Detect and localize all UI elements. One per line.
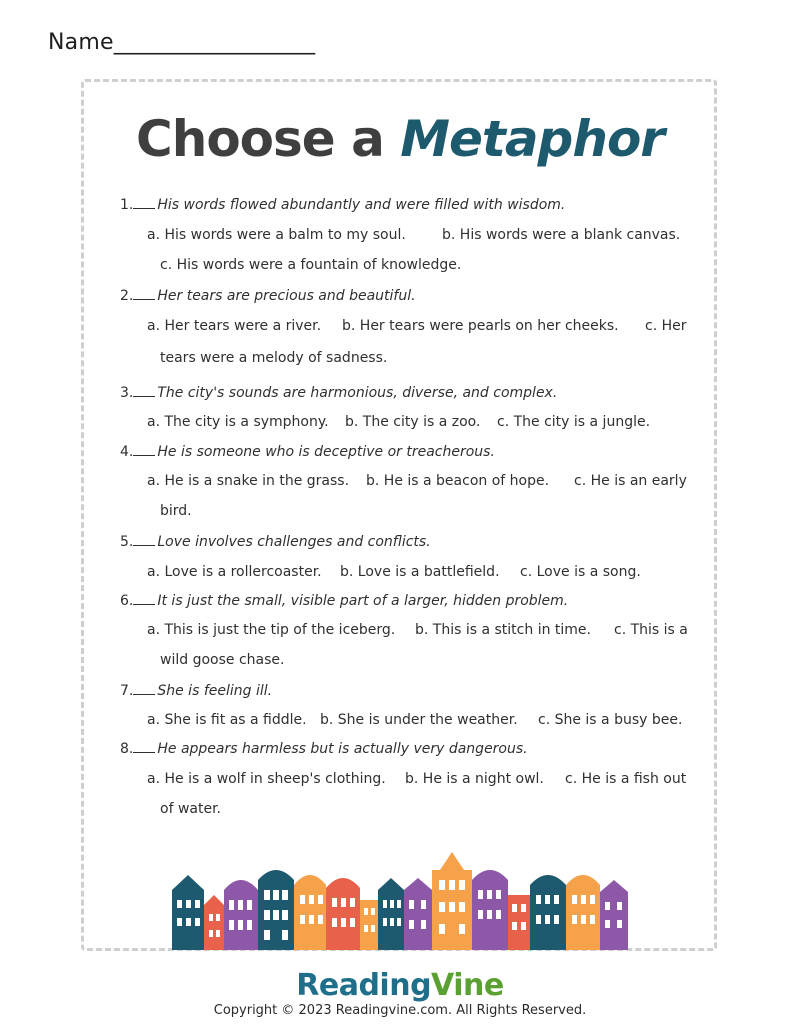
question-number: 8. [120,741,134,757]
building-4 [258,870,294,950]
option-b: b. Her tears were pearls on her cheeks. [342,318,619,334]
question-text: It is just the small, visible part of a larger, hidden problem. [157,593,569,609]
building-3 [224,880,258,950]
option-c: c. The city is a jungle. [497,414,651,430]
building-6 [326,878,360,950]
option-a: a. She is fit as a fiddle. [147,712,307,728]
option-c-continued: of water. [160,801,221,817]
building-10 [432,852,472,950]
question-6 [120,592,568,609]
building-5 [294,875,326,950]
question-number: 5. [120,534,134,550]
page-title [0,110,800,168]
building-2 [204,895,224,950]
question-7 [120,682,272,699]
building-1 [172,875,204,950]
building-14 [566,875,600,950]
title-part-1: Choose a [136,110,401,168]
answer-blank[interactable] [133,592,155,605]
building-12 [508,895,530,950]
logo-vine: Vine [431,968,504,1003]
question-text: His words flowed abundantly and were filled with wisdom. [157,197,566,213]
answer-blank[interactable] [133,287,155,300]
question-number: 6. [120,593,134,609]
option-c: c. His words were a fountain of knowledge. [160,257,462,273]
question-2 [120,287,416,304]
building-9 [404,878,432,950]
answer-blank[interactable] [133,740,155,753]
question-text: Her tears are precious and beautiful. [157,288,416,304]
city-skyline-illustration [172,850,632,950]
option-b: b. He is a beacon of hope. [366,473,550,489]
answer-blank[interactable] [133,384,155,397]
readingvine-logo [0,968,800,1003]
logo-reading: Reading [296,968,432,1003]
option-c-continued: bird. [160,503,192,519]
question-number: 7. [120,683,134,699]
question-number: 2. [120,288,134,304]
option-c: c. Her [645,318,687,334]
building-7 [360,900,378,950]
option-b: b. Love is a battlefield. [340,564,500,580]
option-a: a. Her tears were a river. [147,318,322,334]
question-number: 3. [120,385,134,401]
option-a: a. The city is a symphony. [147,414,329,430]
option-b: b. The city is a zoo. [345,414,481,430]
question-text: He appears harmless but is actually very dangerous. [157,741,528,757]
question-1 [120,196,565,213]
question-text: She is feeling ill. [157,683,273,699]
answer-blank[interactable] [133,196,155,209]
option-b: b. She is under the weather. [320,712,518,728]
question-8 [120,740,528,757]
option-c-continued: wild goose chase. [160,652,285,668]
answer-blank[interactable] [133,533,155,546]
option-c: c. She is a busy bee. [538,712,683,728]
question-4 [120,443,495,460]
question-number: 1. [120,197,134,213]
option-c: c. He is a fish out [565,771,687,787]
option-a: a. He is a snake in the grass. [147,473,350,489]
option-a: a. His words were a balm to my soul. [147,227,406,243]
question-number: 4. [120,444,134,460]
name-field-label: Name__________________ [48,30,316,55]
title-part-2: Metaphor [400,110,664,168]
question-text: He is someone who is deceptive or treacherous. [157,444,495,460]
option-a: a. This is just the tip of the iceberg. [147,622,396,638]
answer-blank[interactable] [133,682,155,695]
building-15 [600,880,628,950]
question-3 [120,384,557,401]
building-13 [530,875,566,950]
option-c-continued: tears were a melody of sadness. [160,350,388,366]
option-c: c. He is an early [574,473,687,489]
option-c: c. Love is a song. [520,564,641,580]
option-b: b. He is a night owl. [405,771,544,787]
option-c: c. This is a [614,622,688,638]
building-11 [472,870,508,950]
answer-blank[interactable] [133,443,155,456]
copyright-text: Copyright © 2023 Readingvine.com. All Rights Reserved. [213,1003,587,1018]
question-5 [120,533,431,550]
option-b: b. This is a stitch in time. [415,622,591,638]
option-a: a. He is a wolf in sheep's clothing. [147,771,386,787]
question-text: The city's sounds are harmonious, diverse, and complex. [157,385,558,401]
option-a: a. Love is a rollercoaster. [147,564,322,580]
option-b: b. His words were a blank canvas. [442,227,681,243]
building-8 [378,878,404,950]
question-text: Love involves challenges and conflicts. [157,534,431,550]
